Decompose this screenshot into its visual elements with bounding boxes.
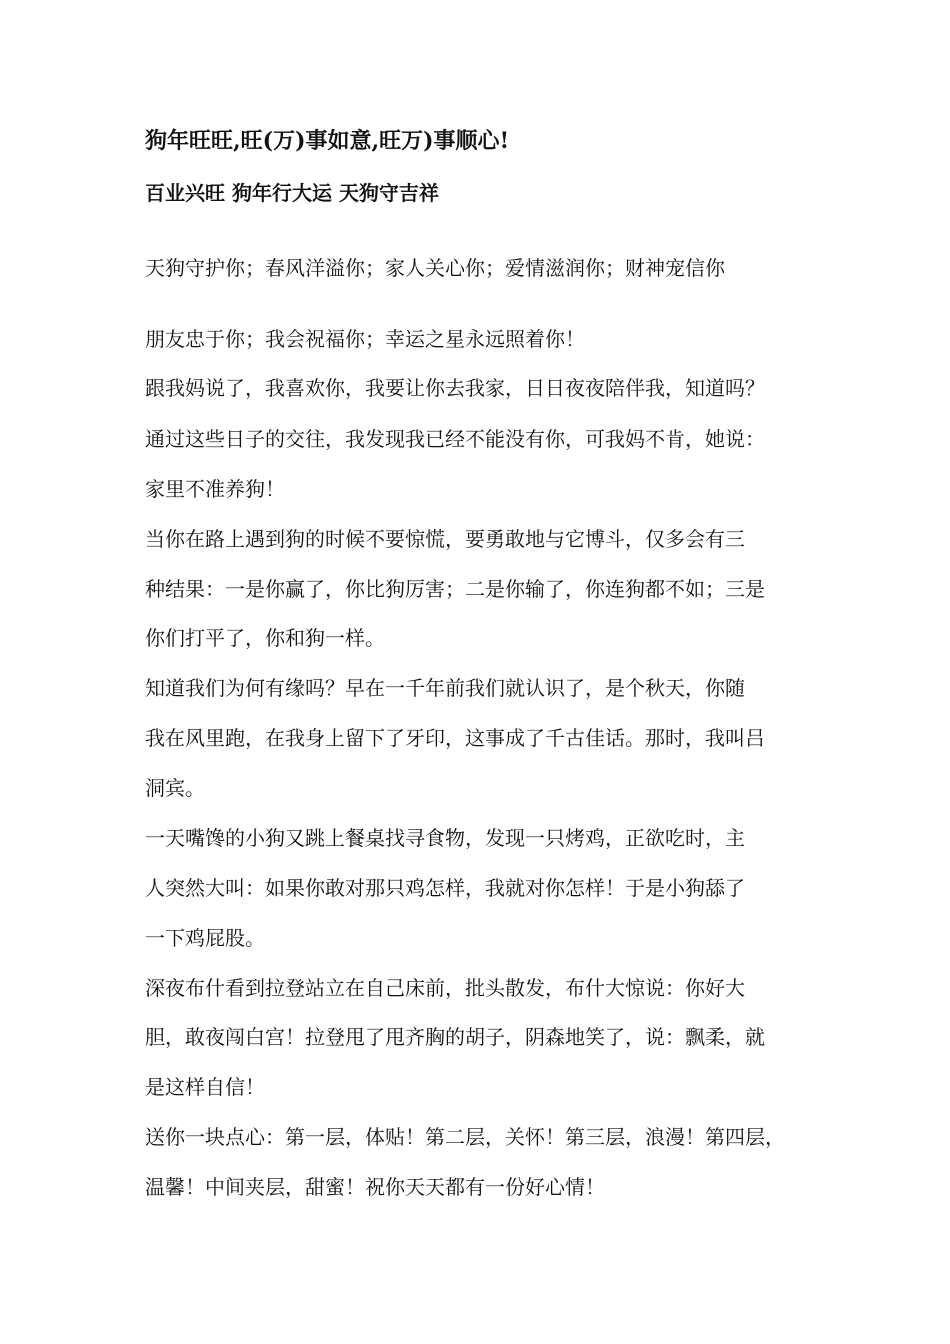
text-line: 人突然大叫：如果你敢对那只鸡怎样，我就对你怎样！于是小狗舔了 — [145, 876, 745, 900]
text-line: 你们打平了，你和狗一样。 — [145, 626, 385, 650]
text-line: 胆，敢夜闯白宫！拉登甩了甩齐胸的胡子，阴森地笑了，说：飘柔，就 — [145, 1025, 765, 1049]
text-line: 温馨！中间夹层，甜蜜！祝你天天都有一份好心情！ — [145, 1175, 605, 1199]
text-line: 跟我妈说了，我喜欢你，我要让你去我家，日日夜夜陪伴我，知道吗？ — [145, 376, 765, 400]
text-line: 知道我们为何有缘吗？早在一千年前我们就认识了，是个秋天，你随 — [145, 676, 745, 700]
document-subtitle: 百业兴旺 狗年行大运 天狗守吉祥 — [145, 181, 439, 205]
text-line: 是这样自信！ — [145, 1075, 265, 1099]
text-line: 一下鸡屁股。 — [145, 926, 265, 950]
text-line: 朋友忠于你；我会祝福你；幸运之星永远照着你！ — [145, 327, 585, 351]
document-title: 狗年旺旺,旺(万)事如意,旺万)事顺心! — [145, 128, 510, 154]
text-line: 深夜布什看到拉登站立在自己床前，批头散发，布什大惊说：你好大 — [145, 976, 745, 1000]
text-line: 通过这些日子的交往，我发现我已经不能没有你，可我妈不肯，她说： — [145, 427, 765, 451]
text-line: 种结果：一是你赢了，你比狗厉害；二是你输了，你连狗都不如；三是 — [145, 577, 765, 601]
text-line: 送你一块点心：第一层，体贴！第二层，关怀！第三层，浪漫！第四层， — [145, 1125, 785, 1149]
text-line: 天狗守护你；春风洋溢你；家人关心你；爱情滋润你；财神宠信你 — [145, 256, 725, 280]
text-line: 一天嘴馋的小狗又跳上餐桌找寻食物，发现一只烤鸡，正欲吃时，主 — [145, 826, 745, 850]
text-line: 我在风里跑，在我身上留下了牙印，这事成了千古佳话。那时，我叫吕 — [145, 726, 765, 750]
text-line: 当你在路上遇到狗的时候不要惊慌，要勇敢地与它博斗，仅多会有三 — [145, 527, 745, 551]
text-line: 洞宾。 — [145, 776, 205, 800]
text-line: 家里不准养狗！ — [145, 477, 285, 501]
